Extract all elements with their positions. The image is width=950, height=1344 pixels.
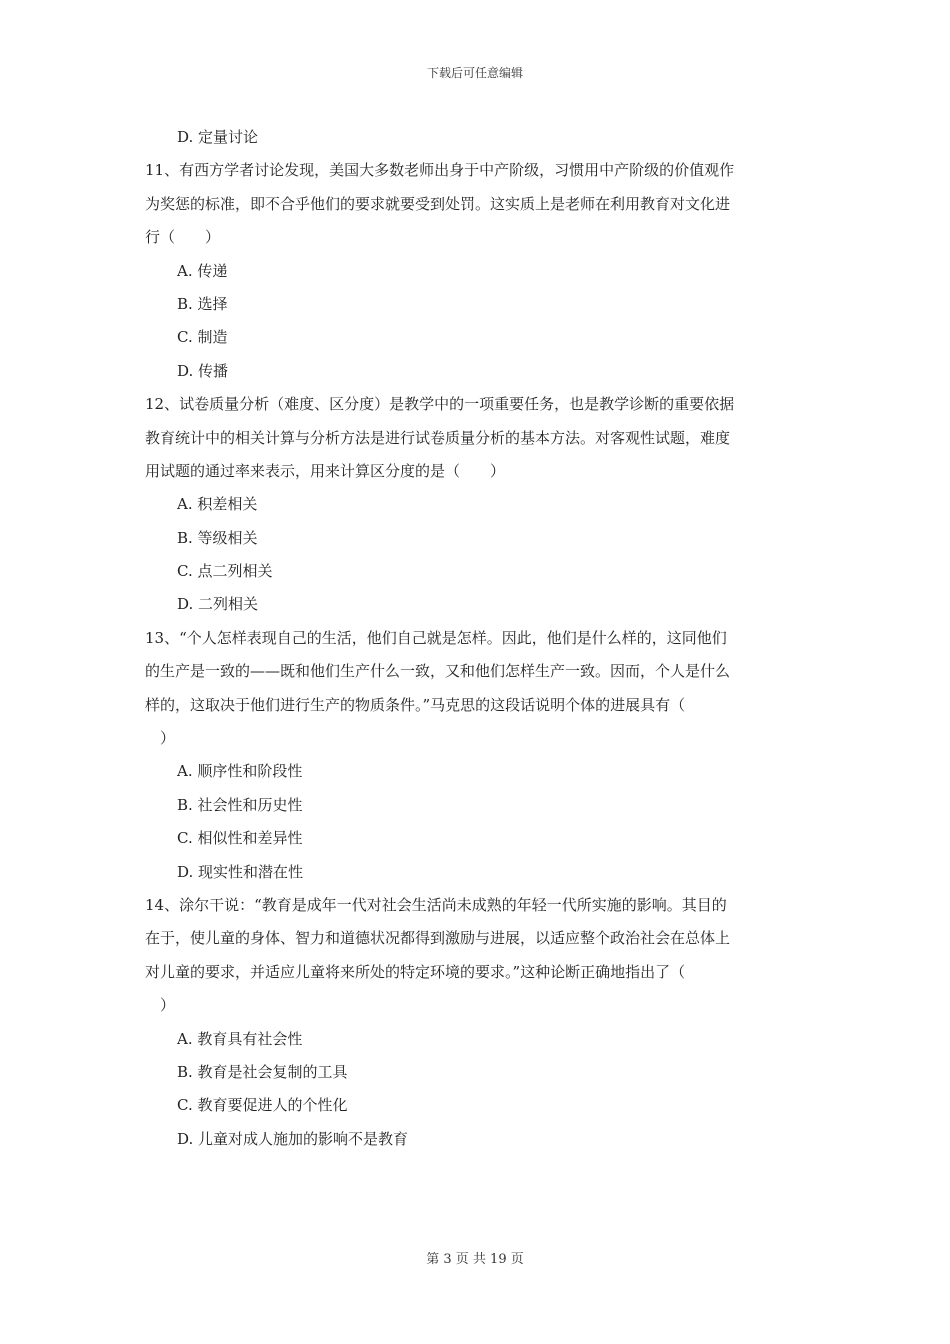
option-line: B. 等级相关: [177, 528, 258, 547]
page-footer: 第 3 页 共 19 页: [426, 1252, 524, 1267]
option-line: A. 教育具有社会性: [177, 1029, 303, 1048]
option-line: D. 定量讨论: [177, 128, 259, 146]
question-line: 13、“个人怎样表现自己的生活，他们自己就是怎样。因此，他们是什么样的，这同他们: [145, 628, 727, 647]
option-line: D. 二列相关: [177, 595, 259, 614]
option-line: C. 点二列相关: [177, 562, 273, 581]
question-line: 用试题的通过率来表示，用来计算区分度的是（ ）: [145, 461, 506, 480]
option-line: D. 传播: [177, 361, 229, 380]
option-line: B. 教育是社会复制的工具: [177, 1062, 348, 1081]
question-line: 教育统计中的相关计算与分析方法是进行试卷质量分析的基本方法。对客观性试题，难度: [145, 428, 731, 447]
question-line: 对儿童的要求，并适应儿童将来所处的特定环境的要求。”这种论断正确地指出了（: [145, 962, 686, 981]
question-line: 的生产是一致的——既和他们生产什么一致，又和他们怎样生产一致。因而，个人是什么: [145, 662, 731, 681]
question-line: ）: [145, 729, 176, 748]
question-line: 11、有西方学者讨论发现，美国大多数老师出身于中产阶级，习惯用中产阶级的价值观作: [145, 161, 735, 180]
document-body: [145, 121, 810, 1156]
question-line: 在于，使儿童的身体、智力和道德状况都得到激励与进展，以适应整个政治社会在总体上: [145, 929, 731, 948]
option-line: D. 现实性和潜在性: [177, 862, 304, 881]
question-line: 14、涂尔干说：“教育是成年一代对社会生活尚未成熟的年轻一代所实施的影响。其目的: [145, 895, 727, 914]
option-line: C. 制造: [177, 328, 228, 347]
question-line: 为奖惩的标准，即不合乎他们的要求就要受到处罚。这实质上是老师在利用教育对文化进: [145, 194, 731, 213]
question-line: 行（ ）: [145, 228, 221, 247]
option-line: B. 选择: [177, 294, 228, 313]
page-header: 下载后可任意编辑: [426, 66, 523, 80]
option-line: A. 传递: [177, 261, 228, 280]
option-line: A. 积差相关: [177, 495, 258, 514]
option-line: C. 相似性和差异性: [177, 829, 303, 848]
question-line: 样的，这取决于他们进行生产的物质条件。”马克思的这段话说明个体的进展具有（: [145, 695, 686, 714]
option-line: D. 儿童对成人施加的影响不是教育: [177, 1129, 409, 1148]
option-line: B. 社会性和历史性: [177, 795, 303, 814]
question-line: ）: [145, 996, 176, 1015]
option-line: C. 教育要促进人的个性化: [177, 1096, 348, 1115]
question-line: 12、试卷质量分析（难度、区分度）是教学中的一项重要任务，也是教学诊断的重要依据: [145, 395, 735, 414]
option-line: A. 顺序性和阶段性: [177, 762, 303, 781]
